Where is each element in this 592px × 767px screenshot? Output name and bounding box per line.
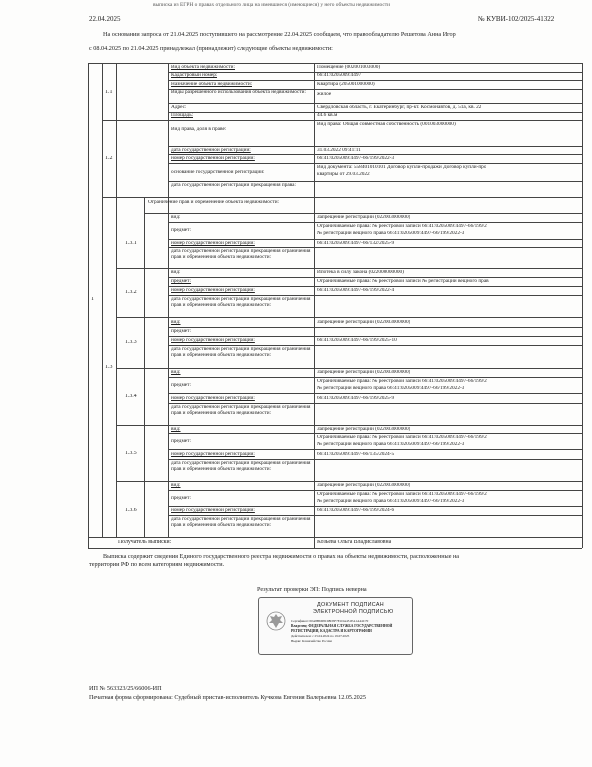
sub-1-3-2-vid: Ипотека в силу закона (022008000000) bbox=[317, 270, 404, 275]
sub-1-3-6-nomer-label: номер государственной регистрации: bbox=[171, 508, 255, 513]
sub-1-3-3-nomer-label: номер государственной регистрации: bbox=[171, 338, 255, 343]
sub-1-3-1-predmet-1: Ограничиваемые права: № реестровой записи 66:41:0205009:4497-66/199/2 bbox=[317, 224, 487, 229]
s12-label-1: дата государственной регистрации: bbox=[171, 148, 251, 153]
s11-label-3: Виды разрешенного использования объекта недвижимости: bbox=[171, 90, 306, 95]
sub-1-3-3-vid-label: вид: bbox=[171, 320, 181, 325]
sub-1-3-1-nomer: 66:41:0205009:4497-66/132/2025-9 bbox=[317, 241, 395, 246]
sub-1-3-3-nomer: 66:41:0205009:4497-66/199/2025-10 bbox=[317, 338, 397, 343]
section-1-3-number: 1.3 bbox=[105, 365, 113, 370]
s12-value-3a: Вид документа: 558401010101 Договор купли-продажи Договор купли-про bbox=[317, 165, 487, 170]
s11-value-0: Помещение (002001003000) bbox=[317, 65, 381, 70]
sub-1-3-2-nomer-label: номер государственной регистрации: bbox=[171, 288, 255, 293]
sub-1-3-6-predmet-label: предмет: bbox=[171, 496, 191, 501]
sub-1-3-5-predmet-label: предмет: bbox=[171, 439, 191, 444]
sub-1-3-2-vid-label: вид: bbox=[171, 270, 181, 275]
top-cut-text: выписка из ЕГРН о правах отдельного лица на имевшиеся (имеющиеся) у него объекты недвижимости bbox=[153, 2, 391, 8]
s11-value-4: Свердловская область, г. Екатеринбург, пр-кт. Космонавтов, д. 51а, кв. 22 bbox=[317, 105, 482, 110]
sub-1-3-4-vid-label: вид: bbox=[171, 370, 181, 375]
section-1-1-number: 1.1 bbox=[105, 90, 113, 95]
sub-1-3-4-predmet-label: предмет: bbox=[171, 383, 191, 388]
sub-1-3-2-predmet-1: Ограничиваемые права: № реестровой записи № регистрации вещного прав bbox=[317, 279, 489, 284]
header-date: 22.04.2025 bbox=[89, 15, 121, 23]
sub-1-3-5-vid: Запрещение регистрации (022003000000) bbox=[317, 427, 411, 432]
stamp-line-1: Сертификат: 00A8B6D8C08D5F7E1DA451EA1A44C70 bbox=[291, 619, 369, 623]
eagle-emblem-icon bbox=[265, 610, 287, 632]
recipient-value: Козьева Ольга Владиславовна bbox=[317, 540, 392, 545]
s11-label-5: Площадь: bbox=[171, 113, 194, 118]
sub-1-3-5-predmet-2: № регистрации вещного права 66:41:0205009:4497-66/199/2022-3 bbox=[317, 442, 465, 447]
sub-1-3-3-number: 1.3.3 bbox=[125, 340, 137, 345]
sub-1-3-2-predmet-label: предмет: bbox=[171, 279, 191, 284]
stamp-title-2: ЭЛЕКТРОННОЙ ПОДПИСЬЮ bbox=[313, 609, 394, 615]
s11-value-1: 66:41:0205009:4497 bbox=[317, 73, 362, 78]
objects-table bbox=[88, 63, 582, 548]
sub-1-3-4-predmet-2: № регистрации вещного права 66:41:0205009:4497-66/199/2022-3 bbox=[317, 386, 465, 391]
header-doc-number: № КУВИ-102/2025-41322 bbox=[478, 15, 555, 23]
sub-1-3-6-number: 1.3.6 bbox=[125, 508, 137, 513]
sub-1-3-3-predmet-label: предмет: bbox=[171, 329, 191, 334]
sub-1-3-2-nomer: 66:41:0205009:4497-66/199/2022-4 bbox=[317, 288, 395, 293]
sub-1-3-1-predmet-2: № регистрации вещного права 66:41:0205009:4497-66/199/2022-3 bbox=[317, 231, 465, 236]
sub-1-3-4-number: 1.3.4 bbox=[125, 394, 137, 399]
stamp-line-2: Владелец: ФЕДЕРАЛЬНАЯ СЛУЖБА ГОСУДАРСТВЕННОЙ bbox=[291, 624, 393, 628]
s11-label-2: Назначение объекта недвижимости: bbox=[171, 82, 253, 87]
sub-1-3-2-number: 1.3.2 bbox=[125, 290, 137, 295]
sub-1-3-5-nomer: 66:41:0205009:4497-66/135/2024-5 bbox=[317, 452, 395, 457]
s12-value-2: 66:41:0205009:4497-66/199/2022-3 bbox=[317, 156, 395, 161]
stamp-line-4: Действителен: с 25.04.2024 по 19.07.2025 bbox=[291, 634, 350, 638]
s12-value-1: 31.03.2022 09:41:11 bbox=[317, 148, 361, 153]
section-1-2-number: 1.2 bbox=[105, 156, 113, 161]
s11-label-4: Адрес: bbox=[171, 105, 187, 110]
sub-1-3-4-data-label: дата государственной регистрации прекращения ограничения прав и обременения объекта недвижимости: bbox=[171, 405, 311, 416]
sub-1-3-5-nomer-label: номер государственной регистрации: bbox=[171, 452, 255, 457]
s12-label-2: номер государственной регистрации: bbox=[171, 156, 255, 161]
sub-1-3-1-vid-label: вид: bbox=[171, 215, 181, 220]
s11-value-5: 44.6 кв.м bbox=[317, 113, 338, 118]
sub-1-3-1-vid: Запрещение регистрации (022003000000) bbox=[317, 215, 411, 220]
sub-1-3-6-predmet-1: Ограничиваемые права: № реестровой записи 66:41:0205009:4497-66/199/2 bbox=[317, 492, 487, 497]
footer-note-line-1: Выписка содержит сведения Единого государственного реестра недвижимости о правах на объекты недвижимости, расположенные на bbox=[103, 553, 460, 560]
s11-label-0: Вид объекта недвижимости: bbox=[171, 65, 235, 70]
sub-1-3-1-number: 1.3.1 bbox=[125, 241, 137, 246]
s13-header-label: Ограничение прав и обременение объекта недвижимости: bbox=[148, 200, 280, 205]
s12-value-0: Вид права: Общая совместная собственность (001003000000) bbox=[317, 122, 456, 127]
s12-value-3b: квартиры от 29.03.2022 bbox=[317, 172, 370, 177]
sub-1-3-1-nomer-label: номер государственной регистрации: bbox=[171, 241, 255, 246]
s12-label-3: основание государственной регистрации: bbox=[171, 170, 265, 175]
s11-label-1: Кадастровый номер: bbox=[171, 73, 218, 78]
stamp-title-1: ДОКУМЕНТ ПОДПИСАН bbox=[317, 602, 384, 608]
sub-1-3-5-number: 1.3.5 bbox=[125, 451, 137, 456]
sub-1-3-6-predmet-2: № регистрации вещного права 66:41:0205009:4497-66/199/2022-3 bbox=[317, 499, 465, 504]
sub-1-3-6-vid: Запрещение регистрации (022003000000) bbox=[317, 483, 411, 488]
ep-check-result: Результат проверки ЭП: Подпись неверна bbox=[257, 586, 367, 593]
sub-1-3-5-data-label: дата государственной регистрации прекращения ограничения прав и обременения объекта недвижимости: bbox=[171, 461, 311, 472]
sub-1-3-4-predmet-1: Ограничиваемые права: № реестровой записи 66:41:0205009:4497-66/199/2 bbox=[317, 379, 487, 384]
s11-value-2: Квартира (205001000000) bbox=[317, 82, 375, 87]
root-number: 1 bbox=[91, 297, 94, 302]
sub-1-3-1-predmet-label: предмет: bbox=[171, 228, 191, 233]
intro-line-2: с 08.04.2025 по 21.04.2025 принадлежал (принадлежит) следующие объекты недвижимости: bbox=[89, 45, 333, 52]
printed-form-info: Печатная форма сформирована: Судебный пристав-исполнитель Кучкова Евгения Валерьевна 12.05.2025 bbox=[89, 694, 366, 701]
sub-1-3-1-data-label: дата государственной регистрации прекращения ограничения прав и обременения объекта недвижимости: bbox=[171, 249, 311, 260]
s11-value-3: жилое bbox=[317, 92, 332, 97]
sub-1-3-3-data-label: дата государственной регистрации прекращения ограничения прав и обременения объекта недвижимости: bbox=[171, 347, 311, 358]
sub-1-3-4-nomer: 66:41:0205009:4497-66/199/2025-9 bbox=[317, 396, 395, 401]
sub-1-3-5-vid-label: вид: bbox=[171, 427, 181, 432]
footer-note-line-2: территории РФ по всем категориям недвижимости. bbox=[89, 561, 225, 568]
sub-1-3-3-vid: Запрещение регистрации (022003000000) bbox=[317, 320, 411, 325]
s12-label-4: дата государственной регистрации прекращения права: bbox=[171, 183, 296, 188]
sub-1-3-6-nomer: 66:41:0205009:4497-66/199/2024-6 bbox=[317, 508, 395, 513]
ip-number: ИП № 563323/25/66006-ИП bbox=[89, 685, 162, 692]
stamp-line-3: РЕГИСТРАЦИИ, КАДАСТРА И КАРТОГРАФИИ bbox=[291, 629, 372, 633]
intro-line-1: На основании запроса от 21.04.2025 поступившего на рассмотрение 22.04.2025 сообщаем, что правообладателю Решетова Анна Игор bbox=[103, 31, 456, 38]
sub-1-3-6-data-label: дата государственной регистрации прекращения ограничения прав и обременения объекта недвижимости: bbox=[171, 517, 311, 528]
sub-1-3-2-data-label: дата государственной регистрации прекращения ограничения прав и обременения объекта недвижимости: bbox=[171, 297, 311, 308]
sub-1-3-5-predmet-1: Ограничиваемые права: № реестровой записи 66:41:0205009:4497-66/199/2 bbox=[317, 435, 487, 440]
s12-label-0: Вид права, доля в праве: bbox=[171, 127, 227, 132]
recipient-label: Получатель выписки: bbox=[118, 540, 172, 545]
sub-1-3-4-vid: Запрещение регистрации (022003000000) bbox=[317, 370, 411, 375]
stamp-line-5: Выдан: Казначейство России bbox=[291, 639, 332, 643]
sub-1-3-6-vid-label: вид: bbox=[171, 483, 181, 488]
sub-1-3-4-nomer-label: номер государственной регистрации: bbox=[171, 396, 255, 401]
e-signature-stamp bbox=[258, 597, 413, 655]
